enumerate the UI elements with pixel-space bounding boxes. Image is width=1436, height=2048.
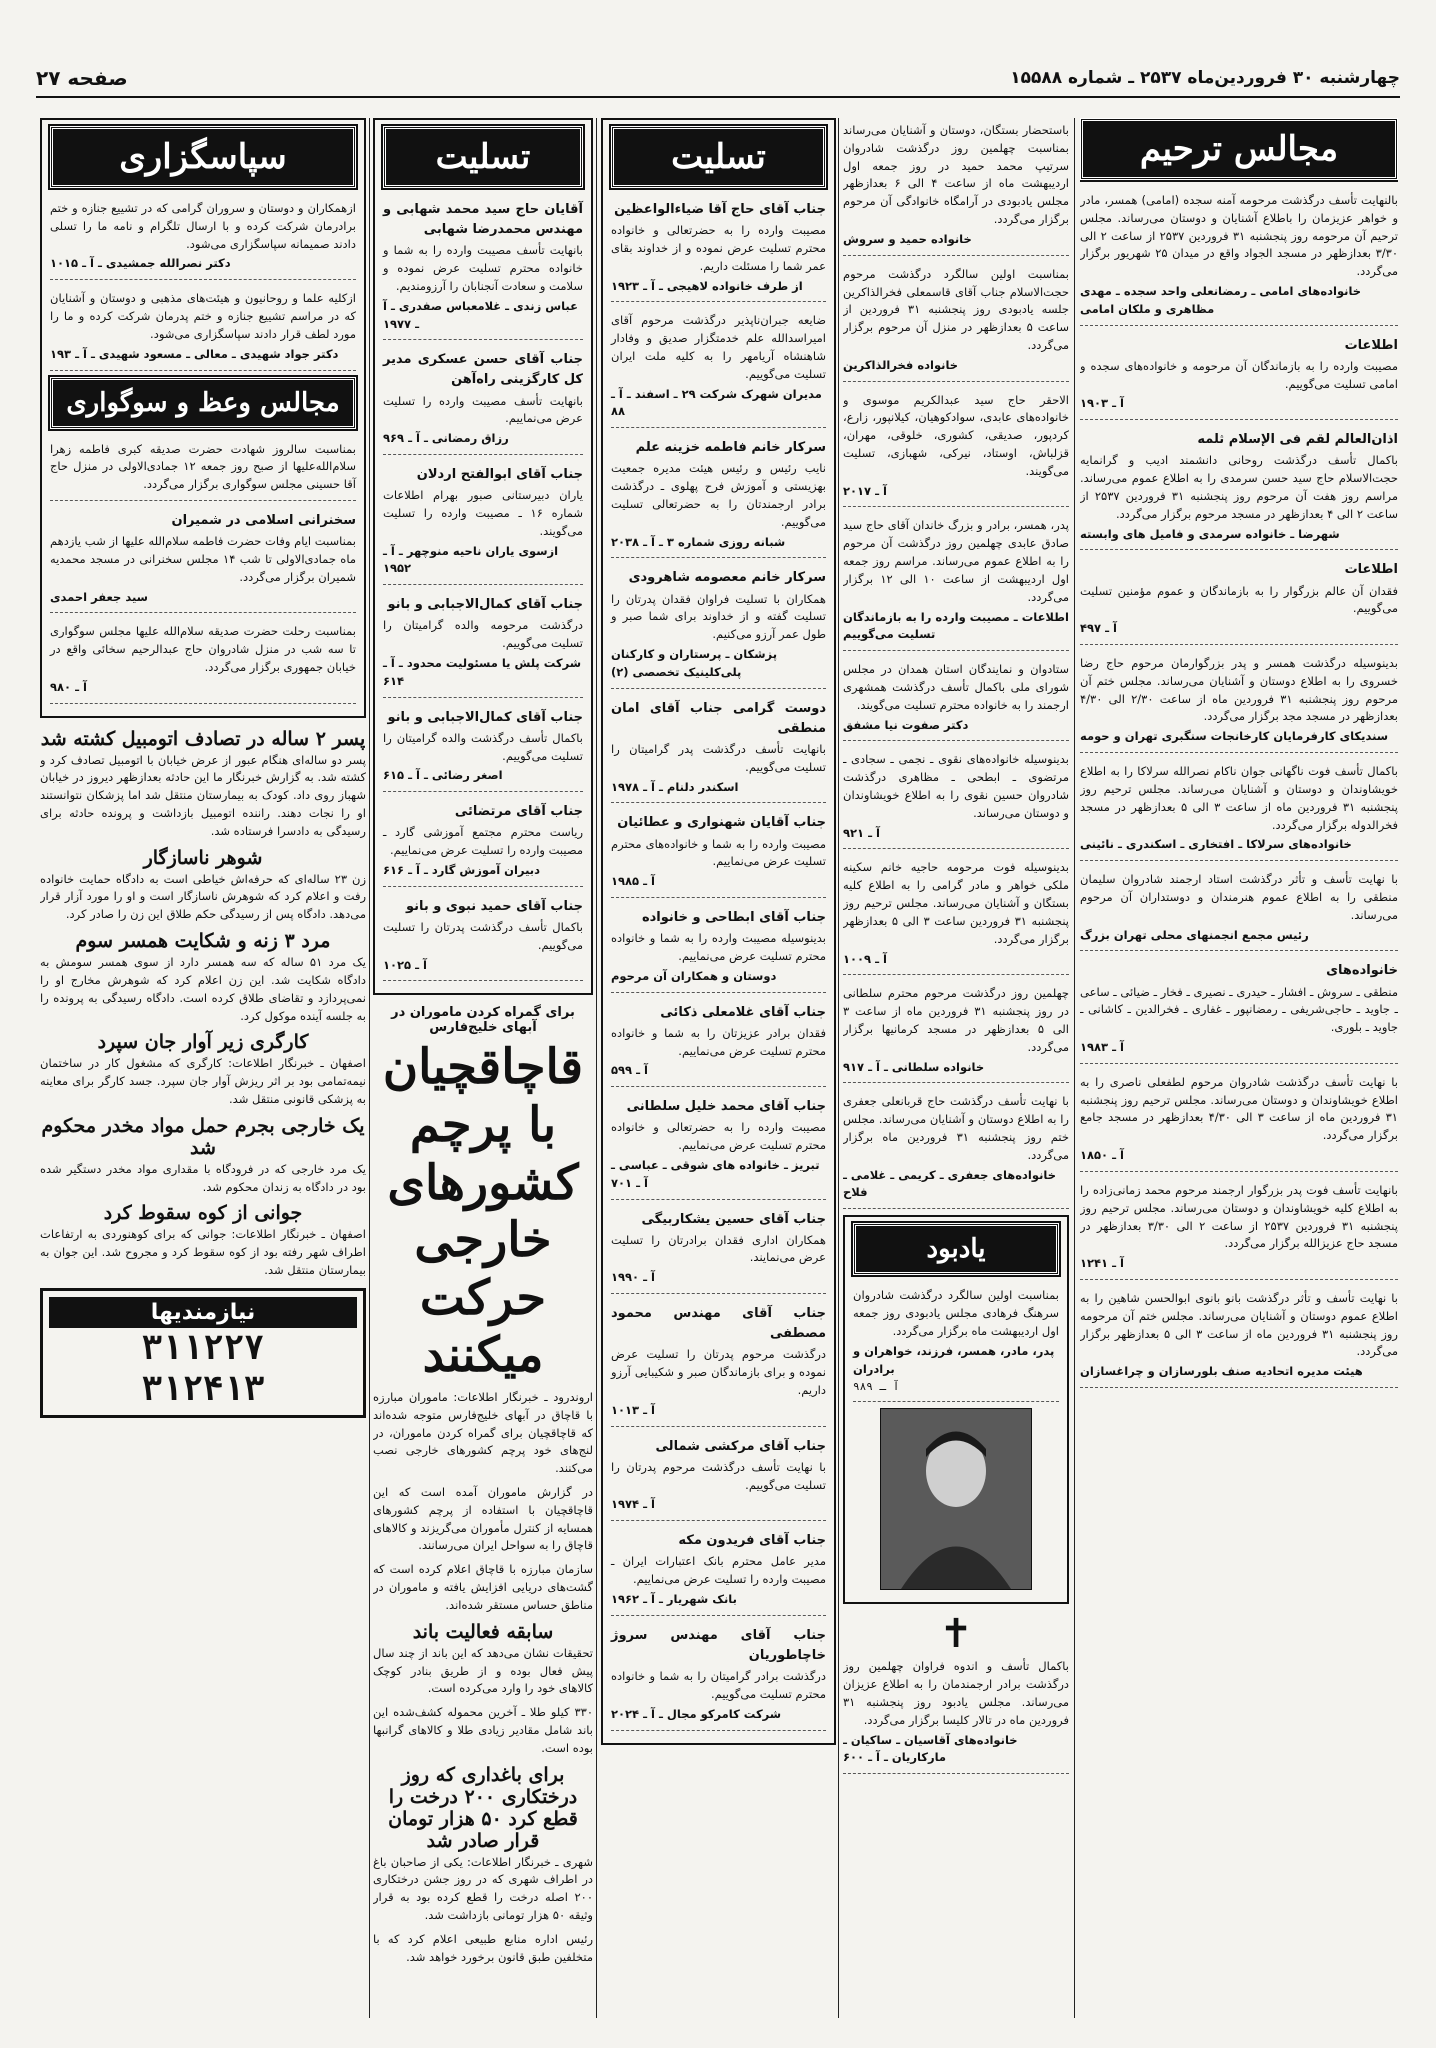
notice-signature: اصغر رضائی ـ آ ـ ۶۱۵ (383, 768, 503, 783)
notice-item (1080, 332, 1398, 421)
story-body: یک مرد خارجی که در فرودگاه با مقداری مواد مخدر دستگیر شده بود در دادگاه به زندان محکوم شد. (40, 1161, 366, 1194)
story-body: پسر دو ساله‌ای هنگام عبور از عرض خیابان با اتومبیل تصادف کرد و کشته شد. به گزارش خبرنگار ما این حادثه بعدازظهر دیروز در خیابان شهباز روی داد. کودک به بیمارستان منتقل شد اما پزشکان نتوانستند او را نجات دهند. راننده اتومبیل بازداشت و پرونده حادثه برای رسیدگی به دادسرا فرستاده شد. (40, 752, 366, 838)
notice-body: مصیبت وارده را به حضرتعالی و خانواده محترم تسلیت عرض می‌نماییم. (611, 1120, 826, 1153)
notice-title: جناب آقای مهندس محمود مصطفی (611, 1306, 826, 1342)
notice-signature: دکتر صفوت نیا مشفق (843, 717, 969, 732)
notice-signature: اسکندر دلنام ـ آ ـ ۱۹۷۸ (611, 779, 739, 794)
notice-title: جناب آقای محمد خلیل سلطانی (626, 1099, 826, 1115)
story-paragraph: رئیس اداره منابع طبیعی اعلام کرد که با متخلفین طبق قانون برخورد خواهد شد. (373, 1931, 593, 1964)
section-banner-yadbud: یادبود (853, 1223, 1059, 1275)
notice-body: باستحضار بستگان، دوستان و آشنایان می‌رساند بمناسبت چهلمین روز درگذشت شادروان سرتیپ محمد حمید در روز جمعه اول اردیبهشت ماه از ساعت ۴ الی ۶ بعدازظهر مجلس یادبودی در آرامگاه خانوادگی آن مرحوم برگزار می‌گردد. (843, 123, 1069, 227)
page-number: صفحه ۲۷ (36, 66, 128, 90)
section-banner-majales-tarhim: مجالس ترحیم (1080, 118, 1398, 180)
notice-body: با نهایت تأسف و تأثر درگذشت استاد ارجمند شادروان سلیمان منطقی را به اطلاع عموم هنرمندان و دوستداران آن مرحوم می‌رساند. (1080, 872, 1398, 922)
phone-number: ۳۱۱۲۲۷ (141, 1327, 265, 1368)
notice-signature: عباس زندی ـ غلامعباس صفدری ـ آ ـ ۱۹۷۷ (383, 298, 578, 331)
notice-body: ضایعه جبران‌ناپذیر درگذشت مرحوم آقای امیراسدالله علم خدمتگزار صدیق و وفادار شاهنشاه آریامهر را به کلیه ملت ایران تسلیت می‌گوییم. (611, 313, 826, 381)
notice-item (1080, 556, 1398, 645)
notice-item (1080, 867, 1398, 951)
notice-item (611, 564, 826, 688)
notice-item (843, 981, 1069, 1083)
section-banner-taslit: تسلیت (383, 126, 583, 188)
notice-signature: آ ـ ۱۹۹۰ (611, 1270, 655, 1285)
notice-title: جناب آقای مرکشی شمالی (655, 1438, 826, 1454)
column-thanks-and-news (40, 118, 366, 2018)
notice-list (1080, 188, 1398, 1388)
notice-body: مصیبت وارده را به حضرتعالی و خانواده محترم تسلیت عرض نموده و از خداوند بقای عمر شما را مسئلت داریم. (611, 223, 826, 273)
notice-body: بدینوسیله خانواده‌های نقوی ـ نجمی ـ سجادی ـ مرتضوی ـ ابطحی ـ مظاهری درگذشت شادروان حسین نقوی را به اطلاع خویشاوندان و دوستان می‌رساند. (843, 752, 1069, 820)
notice-item (383, 704, 583, 793)
story-headline: شوهر ناسازگار (143, 846, 263, 869)
story-headline: قاچاقچیان با پرچم کشورهای خارجی حرکت میکنند (382, 1039, 584, 1384)
notice-item (611, 695, 826, 804)
notice-item (383, 346, 583, 455)
notice-item (843, 118, 1069, 256)
notice-body: منطقی ـ سروش ـ افشار ـ حیدری ـ نصیری ـ فخار ـ ضیائی ـ ساعی ـ جاوید ـ حاجی‌شریفی ـ رمضانپور ـ غفاری ـ فخرالدین ـ کاشانی ـ جاوید ـ بلوری. (1080, 984, 1398, 1035)
memorial-text (853, 1283, 1059, 1402)
notice-title: جناب آقای فریدون مکه (678, 1533, 826, 1549)
notice-title: جناب آقای مرتضائی (454, 804, 583, 820)
notice-item (383, 591, 583, 697)
notice-body: همکاران با تسلیت فراوان فقدان پدرتان را تسلیت گفته و از خداوند برای شما صبر و طول عمر آرزو می‌کنیم. (611, 591, 826, 642)
notice-title: سرکار خانم معصومه شاهرودی (628, 570, 826, 586)
notice-signature: شبانه روزی شماره ۳ ـ آ ـ ۲۰۳۸ (611, 534, 786, 549)
notice-body: همکاران اداری فقدان برادرتان را تسلیت عرض می‌نمایند. (611, 1232, 826, 1265)
notice-signature: دوستان و همکاران آن مرحوم (611, 968, 777, 983)
notice-body: بالنهایت تأسف درگذشت مرحومه آمنه سجده (امامی) همسر، مادر و خواهر عزیزمان را باطلاع آشنایان و دوستان می‌رساند. مجلس ترحیم آن مرحومه روز پنجشنبه ۳۱ فروردین ۲۵۳۷ از ساعت ۲ الی ۳/۳۰ بعدازظهر در مسجد الجواد واقع در میدان ۲۵ شهریور برگزار می‌گردد. (1080, 193, 1398, 279)
column-notices (843, 118, 1069, 2018)
story-paragraph: سازمان مبارزه با قاچاق اعلام کرده است که گشت‌های دریایی افزایش یافته و ماموران در مناطق حساس مستقر شده‌اند. (373, 1562, 593, 1612)
news-story-smugglers (373, 1005, 593, 1757)
notice-item (611, 1300, 826, 1427)
notice-item (843, 1089, 1069, 1209)
thanks-box (40, 118, 366, 718)
notice-signature: آ ـ ۹۲۱ (843, 825, 880, 840)
story-body (373, 1854, 593, 1967)
notice-body: الاحقر حاج سید عبدالکریم موسوی و خانواده‌های عابدی، سوادکوهیان، کیلانپور، زارع، کردپور، صدیقی، کشوری، خلوقی، مهران، قزلباش، اوستاد، نیرکی، شهبازی، تسلیت می‌گویند. (843, 392, 1069, 478)
notice-item (611, 434, 826, 558)
notice-signature: خانواده‌های جعفری ـ کریمی ـ غلامی ـ فلاح (843, 1167, 1057, 1200)
notice-signature: آ ـ ۲۰۱۷ (843, 483, 887, 498)
notice-body: بدینوسیله مصیبت وارده را به شما و خانواده محترم تسلیت عرض می‌نماییم. (611, 931, 826, 963)
notice-list (843, 118, 1069, 1209)
notice-item (1080, 651, 1398, 753)
notice-signature: پزشکان ـ پرستاران و کارکنان پلی‌کلینیک تخصصی (۲) (611, 647, 778, 679)
story-headline: پسر ۲ ساله در تصادف اتومبیل کشته شد (40, 727, 366, 750)
notice-signature: آ ـ ۱۹۸۵ (611, 874, 655, 889)
story-paragraph: ۳۳۰ کیلو طلا ـ آخرین محموله کشف‌شده این باند شامل مقادیر زیادی طلا و کالاهای گرانبها بوده است. (373, 1705, 593, 1755)
notice-signature: رئیس مجمع انجمنهای محلی تهران بزرگ (1080, 927, 1309, 942)
notice-title: اذان‌العالم لقم فی الإسلام ثلمه (1197, 432, 1398, 448)
notice-body: درگذشت مرحومه والده گرامیتان را تسلیت می‌گوییم. (383, 618, 583, 651)
notice-body: بانهایت تأسف درگذشت پدر گرامیتان را تسلیت می‌گوییم. (611, 741, 826, 774)
notice-body: درگذشت مرحوم پدرتان را تسلیت عرض نموده و برای بازماندگان صبر و شکیبایی آرزو داریم. (611, 1347, 826, 1397)
final-notice-signature: خانواده‌های آقاسیان ـ ساکیان ـ مارکاریان ـ آ ـ ۶۰۰ (843, 1732, 1018, 1765)
notice-item (611, 904, 826, 993)
story-headline: کارگری زیر آوار جان سپرد (97, 1031, 309, 1054)
notice-signature: خانواده سلطانی ـ آ ـ ۹۱۷ (843, 1059, 985, 1074)
story-paragraph: تحقیقات نشان می‌دهد که این باند از چند سال پیش فعال بوده و از طریق بنادر کوچک کالاهای خود را وارد می‌کرده است. (373, 1645, 593, 1696)
notice-item (1080, 1286, 1398, 1388)
column-rule (1074, 118, 1075, 2018)
issue-date-line: چهارشنبه ۳۰ فروردین‌ماه ۲۵۳۷ ـ شماره ۱۵۵۸۸ (1010, 68, 1400, 88)
notice-item (383, 798, 583, 887)
notice-body: باکمال تأسف درگذشت روحانی دانشمند ادیب و گرانمایه حجت‌الاسلام حاج سید حسن سرمدی را به اطلاع عموم می‌رساند. مراسم روز هفت آن مرحوم روز پنجشنبه ۳۱ فروردین ۲۵۳۷ از ساعت ۲ الی ۴ بعدازظهر در مسجد مرحوم برگزار می‌گردد. (1080, 453, 1398, 521)
notice-signature: ازسوی یاران ناحیه منوچهر ـ آ ـ ۱۹۵۲ (383, 543, 559, 576)
notice-body: با نهایت تأسف درگذشت حاج قربانعلی جعفری را به اطلاع دوستان و آشنایان می‌رساند. مجلس ختم روز پنجشنبه ۳۱ فروردین ماه برگزار می‌گردد. (843, 1094, 1069, 1162)
column-rule (838, 118, 839, 2018)
classifieds-label: نیازمندیها (49, 1297, 357, 1328)
notice-signature: خانواده فخرالذاکرین (843, 357, 959, 372)
story-kicker: برای گمراه کردن ماموران در آبهای خلیج‌فارس (391, 1005, 575, 1036)
notice-signature: آ ـ ۱۹۷۴ (611, 1497, 655, 1512)
notice-title: جناب آقایان شهنواری و عطائیان (617, 815, 826, 831)
notice-item (1080, 1178, 1398, 1280)
notice-item (611, 809, 826, 898)
notice-body: بمناسبت سالروز شهادت حضرت صدیقه کبری فاطمه زهرا سلام‌الله‌علیها از صبح روز جمعه ۱۲ جمادی‌الاولی در منزل حاج آقا حسینی مجلس سوگواری برگزار می‌گردد. (50, 441, 356, 492)
notice-title: خانواده‌های (1326, 963, 1398, 979)
notice-signature: آ ـ ۱۸۵۰ (1080, 1148, 1124, 1163)
notice-body: نایب رئیس و رئیس هیئت مدیره جمعیت بهزیستی و آموزش فرح پهلوی ـ درگذشت برادر ارجمندتان را به حضرتعالی تسلیت می‌گوییم. (611, 461, 826, 529)
notice-signature: آ ـ ۹۸۰ (50, 679, 87, 694)
story-paragraph: در گزارش ماموران آمده است که این قاچاقچیان با استفاده از پرچم کشورهای همسایه از کنترل مأموران می‌گریزند و کالاهای قاچاق را به سواحل ایران می‌رسانند. (373, 1485, 593, 1553)
column-condolences-and-news (373, 118, 593, 2018)
notice-body: بدینوسیله درگذشت همسر و پدر بزرگوارمان مرحوم حاج رضا خسروی را به اطلاع دوستان و آشنایان می‌رساند. مجلس ختم آن مرحوم روز پنجشنبه ۳۱ فروردین ماه از ساعت ۲/۳۰ الی ۴/۳۰ بعدازظهر در مسجد مجد برگزار می‌گردد. (1080, 656, 1398, 724)
notice-item (843, 855, 1069, 975)
column-rule (596, 118, 597, 2018)
notice-body: فقدان آن عالم بزرگوار را به بازماندگان و عموم مؤمنین تسلیت می‌گوییم. (1080, 583, 1398, 616)
notice-signature: شرکت کامرکو مجال ـ آ ـ ۲۰۲۴ (611, 1706, 782, 1721)
notice-list (611, 196, 826, 1731)
notice-title: اطلاعات (1344, 562, 1398, 578)
notice-title: دوست گرامی جناب آقای امان منطقی (611, 700, 826, 736)
notice-list (50, 437, 356, 704)
story-body: یک مرد ۵۱ ساله که سه همسر دارد از سوی همسر سومش به دادگاه شکایت شد. این زن اعلام کرد که شوهرش مخارج او را نمی‌پردازد و تقاضای طلاق کرده است. دادگاه رسیدگی به پرونده را به جلسه آینده موکول کرد. (40, 955, 366, 1023)
notice-item (611, 1527, 826, 1616)
memorial-box (843, 1215, 1069, 1604)
notice-body: مدیر عامل محترم بانک اعتبارات ایران ـ مصیبت وارده را تسلیت عرض می‌نماییم. (611, 1554, 826, 1587)
story-subheading: سابقه فعالیت باند (412, 1620, 554, 1643)
notice-item (843, 747, 1069, 849)
notice-signature: سندیکای کارفرمایان کارخانجات سنگبری تهران و حومه (1080, 729, 1389, 744)
notice-title: جناب آقای کمال‌الاجبابی و بانو (387, 597, 583, 613)
notice-signature: بانک شهریار ـ آ ـ ۱۹۶۲ (611, 1591, 737, 1606)
notice-item (611, 999, 826, 1088)
column-rule (369, 118, 370, 2018)
notice-item (50, 286, 356, 370)
notice-body: بمناسبت اولین سالگرد درگذشت مرحوم حجت‌الاسلام جناب آقای قاسمعلی فخرالذاکرین جلسه یادبودی روز پنجشنبه ۳۱ فروردین از ساعت ۵ بعدازظهر در منزل آن مرحوم برگزار می‌گردد. (843, 266, 1069, 352)
notice-item (843, 388, 1069, 508)
story-headline: مرد ۳ زنه و شکایت همسر سوم (75, 930, 331, 953)
notice-body: با نهایت تأسف و تأثر درگذشت بانو بانوی ابوالحسن شاهین را به اطلاع عموم دوستان و آشنایان می‌رساند. مجلس ختم آن مرحومه روز پنجشنبه ۳۱ فروردین ماه از ساعت ۳ الی ۵ بعدازظهر برگزار می‌گردد. (1080, 1290, 1398, 1359)
story-body (373, 1389, 593, 1615)
final-notice-body: باکمال تأسف و اندوه فراوان چهلمین روز درگذشت برادر ارجمندمان را به اطلاع عزیزان می‌رساند. مجلس یادبود روز پنجشنبه ۳۱ فروردین ماه در تالار کلیسا برگزار می‌گردد. (843, 1659, 1069, 1727)
notice-item (1080, 957, 1398, 1063)
notice-signature: خانواده حمید و سروش (843, 231, 972, 246)
notice-body: بدینوسیله فوت مرحومه حاجیه خانم سکینه ملکی خواهر و مادر گرامی را به اطلاع کلیه بستگان و آشنایان می‌رساند. مجلس ترحیم روز پنجشنبه ۳۱ فروردین ساعت ۳ الی ۵ بعدازظهر برگزار می‌گردد. (843, 860, 1069, 946)
section-banner-sepasgozari: سپاسگزاری (50, 126, 356, 188)
notice-title: جناب آقای مهندس سروژ خاچاطوریان (611, 1627, 826, 1663)
story-paragraph: شهری ـ خبرنگار اطلاعات: یکی از صاحبان باغ در اطراف شهری که در روز جشن درختکاری ۲۰۰ اصله درخت را قطع کرده بود به قرار وثیقه ۵۰ هزار تومانی بازداشت شد. (373, 1854, 593, 1923)
notice-item (1080, 426, 1398, 550)
news-story-tree-cutting (373, 1764, 593, 1967)
notice-signature: تبریز ـ خانواده های شوقی ـ عباسی ـ آ ـ ۷۰۱ (611, 1157, 820, 1190)
notice-body: ریاست محترم مجتمع آموزشی گارد ـ مصیبت وارده را تسلیت عرض می‌نماییم. (383, 825, 583, 858)
notice-item (1080, 1070, 1398, 1172)
notice-item (843, 513, 1069, 651)
portrait-silhouette (881, 1409, 1031, 1589)
news-story-husband (40, 847, 366, 924)
notice-item (1080, 188, 1398, 326)
notice-item (50, 507, 356, 613)
notice-signature: شهرضا ـ خانواده سرمدی و فامیل های وابسته (1080, 526, 1340, 541)
notice-signature: سید جعفر احمدی (50, 589, 148, 604)
notice-signature: آ ـ ۱۹۸۳ (1080, 1040, 1124, 1054)
notice-signature: هیئت مدیره اتحادیه صنف بلورسازان و چراغسازان (1080, 1364, 1363, 1379)
notice-signature: آ ـ ۱۰۰۹ (843, 951, 887, 966)
notice-title: جناب آقای کمال‌الاجبابی و بانو (387, 709, 583, 725)
notice-list (383, 196, 583, 981)
memorial-signature: پدر، مادر، همسر، فرزند، خواهران و برادران (853, 1343, 1055, 1376)
final-notice (843, 1654, 1069, 1774)
notice-title: جناب آقای حمید نبوی و بانو (405, 898, 583, 914)
notice-signature: شرکت پلش یا مسئولیت محدود ـ آ ـ ۶۱۴ (383, 656, 582, 688)
notice-title: جناب آقای ابوالفتح اردلان (416, 467, 583, 483)
section-banner-taslit: تسلیت (611, 126, 826, 188)
cross-icon: ✝ (939, 1611, 973, 1658)
notice-title: سخنرانی اسلامی در شمیران (171, 512, 356, 528)
news-story-three-wives (40, 930, 366, 1025)
notice-body: فقدان برادر عزیزتان را به شما و خانواده محترم تسلیت عرض می‌نماییم. (611, 1025, 826, 1058)
notice-item (611, 308, 826, 428)
notice-signature: آ ـ ۱۰۲۵ (383, 957, 427, 972)
notice-body: باکمال تأسف فوت ناگهانی جوان ناکام نصرالله سرلاکا را به اطلاع خویشاوندان و دوستان و آشنایان می‌رساند. مجلس ترحیم روز پنجشنبه ۳۱ فروردین ماه از ساعت ۳ الی ۵ بعدازظهر در مسجد فخرالدوله برگزار می‌گردد. (1080, 764, 1398, 832)
notice-item (50, 196, 356, 280)
notice-title: جناب آقای ابطاحی و خانواده (641, 909, 826, 925)
notice-title: جناب آقای حاج آقا ضیاءالواعظین (614, 202, 826, 217)
notice-signature: خانواده‌های سرلاکا ـ افتخاری ـ اسکندری ـ نائینی (1080, 837, 1352, 852)
story-body: زن ۲۳ ساله‌ای که حرفه‌اش خیاطی است به دادگاه حمایت خانواده رفت و اعلام کرد که شوهرش ناسازگار است و او را مورد آزار قرار می‌دهد. دادگاه پس از رسیدگی حکم طلاق این زن را صادر کرد. (40, 871, 366, 922)
notice-signature: آ ـ ۱۰۱۳ (611, 1402, 655, 1417)
notice-body: پدر، همسر، برادر و بزرگ خاندان آقای حاج سید صادق عابدی چهلمین روز درگذشت آن مرحوم را به اطلاع عموم می‌رساند. مراسم روز جمعه اول اردیبهشت از ساعت ۱۰ الی ۱۲ برگزار می‌گردد. (843, 518, 1069, 604)
notice-title: جناب آقای حسن عسکری مدیر کل کارگزینی راه‌آهن (383, 352, 583, 388)
memorial-body: بمناسبت اولین سالگرد درگذشت شادروان سرهنگ فرهادی مجلس یادبودی روز جمعه اول اردیبهشت ماه برگزار می‌گردد. (853, 1288, 1059, 1338)
memorial-code: آ ـ ۹۸۹ (853, 1380, 900, 1394)
notice-signature: دکتر نصرالله جمشیدی ـ آ ـ ۱۰۱۵ (50, 256, 231, 271)
story-body: اصفهان ـ خبرنگار اطلاعات: کارگری که مشغول کار در ساختمان نیمه‌تمامی بود بر اثر ریزش آوار جان سپرد. جسد کارگر برای معاینه به پزشکی قانونی منتقل شد. (40, 1056, 366, 1106)
story-headline: جوانی از کوه سقوط کرد (103, 1202, 303, 1225)
notice-body: ستادوان و نمایندگان استان همدان در مجلس شورای ملی باکمال تأسف درگذشت همشهری ارجمند را به خانواده محترم تسلیت می‌گویند. (843, 662, 1069, 712)
notice-body: یاران دبیرستانی صبور بهرام اطلاعات شماره ۱۶ ـ مصیبت وارده را تسلیت می‌گویند. (383, 488, 583, 538)
notice-list (50, 196, 356, 371)
notice-title: آقایان حاج سید محمد شهابی و مهندس محمدرضا شهابی (383, 202, 583, 238)
story-headline: برای باغداری که روز درختکاری ۲۰۰ درخت را قطع کرد ۵۰ هزار تومان قرار صادر شد (388, 1763, 578, 1852)
news-story-worker (40, 1031, 366, 1108)
classifieds-phone-box (40, 1288, 366, 1419)
notice-body: با نهایت تأسف درگذشت شادروان مرحوم لطفعلی ناصری را به اطلاع خویشاوندان و دوستان می‌رساند. مجلس ترحیم روز پنجشنبه ۳۱ فروردین ماه از ساعت ۳ الی ۴/۳۰ بعدازظهر در مسجد جامع برگزار می‌گردد. (1080, 1074, 1398, 1143)
notice-item (843, 657, 1069, 741)
section-banner-vaz-sogvari: مجالس وعظ و سوگواری (50, 377, 356, 429)
notice-body: بانهایت تأسف مصیبت وارده را به شما و خانواده محترم تسلیت عرض نموده و سلامت و سعادت آنجنابان را آرزومندیم. (383, 243, 583, 293)
story-headline: یک خارجی بجرم حمل مواد مخدر محکوم شد (41, 1114, 365, 1159)
page-header (36, 60, 1400, 98)
news-story-foreigner (40, 1115, 366, 1197)
notice-title: جناب آقای غلامعلی ذکائی (660, 1004, 826, 1020)
notice-body: مصیبت وارده را به شما و خانواده‌های محترم تسلیت عرض می‌نماییم. (611, 836, 826, 869)
news-story-accident (40, 728, 366, 841)
notice-item (50, 437, 356, 501)
notice-signature: آ ـ ۴۹۷ (1080, 621, 1117, 636)
notice-item (611, 196, 826, 302)
notice-title: جناب آقای حسین یشکاربیگی (641, 1211, 826, 1227)
notice-item (50, 619, 356, 703)
notice-body: بمناسبت ایام وفات حضرت فاطمه سلام‌الله علیها از شب یازدهم ماه جمادی‌الاولی تا شب ۱۴ مجلس سخنرانی در مسجد محمدیه شمیران برگزار می‌گردد. (50, 534, 357, 584)
notice-title: سرکار خانم فاطمه خزینه علم (635, 440, 826, 456)
notice-item (383, 461, 583, 585)
notice-item (843, 262, 1069, 382)
notice-body: ازکلیه علما و روحانیون و هیئت‌های مذهبی و دوستان و آشنایان که در مراسم تشییع جنازه و ختم پدرمان شرکت کرده و ما را مورد لطف قرار دادند سپاسگزاری می‌شود. (50, 291, 356, 341)
notice-body: با نهایت تأسف درگذشت مرحوم پدرتان را تسلیت می‌گوییم. (611, 1459, 826, 1492)
notice-body: چهلمین روز درگذشت مرحوم محترم سلطانی در روز پنجشنبه ۳۱ فروردین ماه از ساعت ۳ الی ۵ بعدازظهر در مسجد کرمانیها برگزار می‌گردد. (843, 986, 1069, 1054)
notice-title: اطلاعات (1344, 337, 1398, 353)
news-story-climber (40, 1202, 366, 1279)
notice-body: درگذشت برادر گرامیتان را به شما و خانواده محترم تسلیت می‌گوییم. (611, 1669, 826, 1701)
condolence-box (601, 118, 836, 1745)
notice-signature: اطلاعات ـ مصیبت وارده را به بازماندگان تسلیت می‌گوییم (843, 609, 1069, 642)
notice-signature: دکتر جواد شهیدی ـ معالی ـ مسعود شهیدی ـ آ ـ ۱۹۳ (50, 346, 339, 361)
notice-body: بانهایت تأسف فوت پدر بزرگوار ارجمند مرحوم محمد زمانی‌زاده را به اطلاع کلیه خویشاوندان و دوستان می‌رساند. مجلس ترحیم روز پنجشنبه ۳۱ فروردین ۲۵۳۷ از ساعت ۲ الی ۳/۳۰ بعدازظهر در مسجد حاج عزیزالله برگزار می‌گردد. (1080, 1182, 1398, 1251)
notice-signature: آ ـ ۵۹۹ (611, 1063, 648, 1078)
story-body: اصفهان ـ خبرنگار اطلاعات: جوانی که برای کوهنوردی به ارتفاعات اطراف شهر رفته بود از کوه سقوط کرد و مجروح شد. این جوان به بیمارستان منتقل شد. (40, 1227, 366, 1278)
condolence-box (373, 118, 593, 995)
notice-item (383, 196, 583, 340)
notice-item (383, 893, 583, 982)
notice-item (1080, 759, 1398, 861)
notice-body: ازهمکاران و دوستان و سروران گرامی که در تشییع جنازه و ختم برادرمان شرکت کرده و با ارسال تلگرام و نامه ما را تسلی دادند صمیمانه سپاسگزاری می‌شود. (50, 201, 356, 251)
notice-signature: آ ـ ۱۹۰۳ (1080, 396, 1124, 411)
notice-signature: رزاق رمضانی ـ آ ـ ۹۶۹ (383, 431, 509, 446)
notice-item (611, 1433, 826, 1522)
phone-number: ۳۱۲۴۱۳ (141, 1368, 265, 1409)
notice-signature: مدیران شهرک شرکت ۲۹ ـ اسفند ـ آ ـ ۸۸ (611, 386, 822, 419)
story-body (373, 1645, 593, 1758)
portrait-photo (880, 1408, 1032, 1590)
column-mourning-ceremonies (1080, 118, 1398, 2018)
notice-body: باکمال تأسف درگذشت والده گرامیتان را تسلیت می‌گوییم. (383, 730, 583, 763)
notice-body: بانهایت تأسف مصیبت وارده را تسلیت عرض می‌نماییم. (383, 393, 583, 426)
notice-item (611, 1093, 826, 1199)
story-paragraph: اروندرود ـ خبرنگار اطلاعات: ماموران مبارزه با قاچاق در آبهای خلیج‌فارس متوجه شده‌اند که قاچاقچیان برای گمراه کردن ماموران، در لنج‌های خود پرچم کشورهای خارجی نصب می‌کنند. (373, 1389, 593, 1476)
notice-body: مصیبت وارده را به بازماندگان آن مرحومه و خانواده‌های سجده و امامی تسلیت می‌گوییم. (1080, 358, 1398, 391)
notice-body: بمناسبت رحلت حضرت صدیقه سلام‌الله علیها مجلس سوگواری تا سه شب در منزل شادروان حاج عبدالرحیم سخائی واقع در خیابان جمهوری برگزار می‌گردد. (50, 624, 356, 674)
notice-signature: از طرف خانواده لاهیجی ـ آ ـ ۱۹۲۳ (611, 278, 803, 293)
notice-item (611, 1206, 826, 1295)
notice-signature: خانواده‌های امامی ـ رمضانعلی واحد سجده ـ مهدی مظاهری و ملکان امامی (1080, 284, 1362, 316)
column-condolences (601, 118, 836, 2018)
notice-signature: آ ـ ۱۲۴۱ (1080, 1256, 1124, 1271)
notice-body: باکمال تأسف درگذشت پدرتان را تسلیت می‌گوییم. (383, 919, 583, 952)
notice-signature: دبیران آموزش گارد ـ آ ـ ۶۱۶ (383, 863, 541, 877)
notice-item (611, 1622, 826, 1731)
